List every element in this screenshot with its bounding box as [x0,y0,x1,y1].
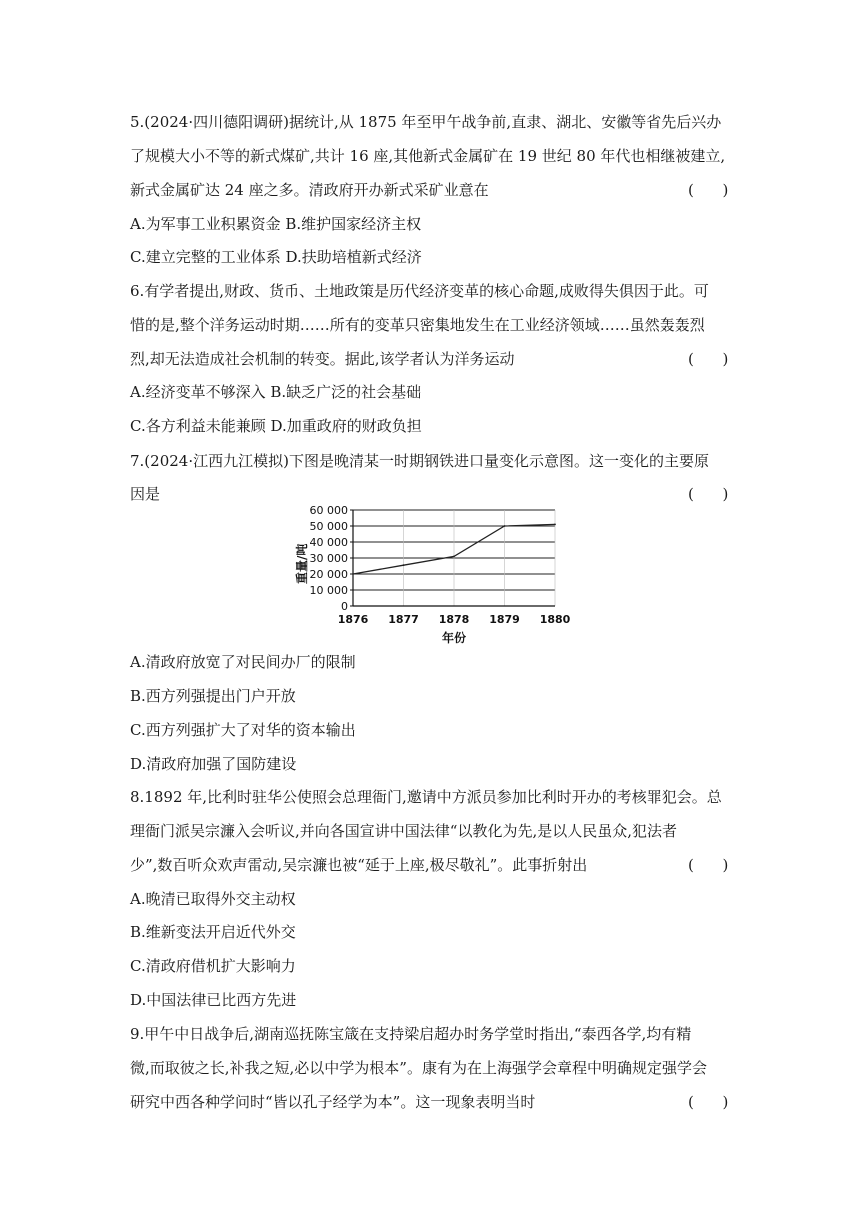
y-tick-label: 0 [341,600,348,613]
q8-option-b: B.维新变法开启近代外交 [130,923,296,941]
q8-option-a: A.晚清已取得外交主动权 [130,890,296,908]
q5-line-3: 新式金属矿达 24 座之多。清政府开办新式采矿业意在 [130,181,489,199]
y-tick-label: 20 000 [309,568,348,581]
q8-option-c: C.清政府借机扩大影响力 [130,957,296,975]
q6-answer-blank: ( ) [688,350,729,368]
q8-line-3: 少”,数百听众欢声雷动,吴宗濂也被“延于上座,极尽敬礼”。此事折射出 [130,856,588,874]
data-point [554,524,556,526]
steel-import-chart [295,502,571,650]
data-point [453,556,455,558]
q9-answer-blank: ( ) [688,1093,729,1111]
q9-line-2: 微,而取彼之长,补我之短,必以中学为根本”。康有为在上海强学会章程中明确规定强学会 [130,1059,707,1077]
q5-answer-blank: ( ) [688,181,729,199]
q5-options-ab: A.为军事工业积累资金 B.维护国家经济主权 [130,215,422,233]
q6-line-3: 烈,却无法造成社会机制的转变。据此,该学者认为洋务运动 [130,350,515,368]
q9-line-1: 9.甲午中日战争后,湖南巡抚陈宝箴在支持梁启超办时务学堂时指出,“泰西各学,均有精 [130,1025,692,1043]
x-tick-label: 1879 [489,613,520,626]
data-point [352,573,354,575]
q9-line-3: 研究中西各种学问时“皆以孔子经学为本”。这一现象表明当时 [130,1093,536,1111]
x-tick-label: 1878 [438,613,470,626]
q8-line-1: 8.1892 年,比利时驻华公使照会总理衙门,邀请中方派员参加比利时开办的考核罪犯会。总 [130,788,722,806]
data-point [504,525,506,527]
x-tick-label: 1877 [388,613,419,626]
data-point [403,564,405,566]
y-tick-label: 50 000 [309,520,348,533]
q5-line-1: 5.(2024·四川德阳调研)据统计,从 1875 年至甲午战争前,直隶、湖北、安徽等省先后兴办 [130,113,722,131]
y-axis-label: 重量/吨 [295,543,309,584]
x-tick-label: 1876 [337,613,369,626]
q7-line-2: 因是 [130,485,161,503]
q7-option-a: A.清政府放宽了对民间办厂的限制 [130,653,356,671]
q5-line-2: 了规模大小不等的新式煤矿,共计 16 座,其他新式金属矿在 19 世纪 80 年代也相继被建立, [130,147,726,165]
x-axis-label: 年份 [441,631,467,645]
q7-line-1: 7.(2024·江西九江模拟)下图是晚清某一时期钢铁进口量变化示意图。这一变化的主要原 [130,452,709,470]
q5-options-cd: C.建立完整的工业体系 D.扶助培植新式经济 [130,248,422,266]
q6-line-2: 惜的是,整个洋务运动时期……所有的变革只密集地发生在工业经济领域……虽然轰轰烈 [130,316,705,334]
q8-line-2: 理衙门派吴宗濂入会听议,并向各国宣讲中国法律“以教化为先,是以人民虽众,犯法者 [130,822,677,840]
q6-options-cd: C.各方利益未能兼顾 D.加重政府的财政负担 [130,417,422,435]
q6-options-ab: A.经济变革不够深入 B.缺乏广泛的社会基础 [130,383,422,401]
q7-answer-blank: ( ) [688,485,729,503]
q8-answer-blank: ( ) [688,856,729,874]
y-tick-label: 30 000 [309,552,348,565]
q6-line-1: 6.有学者提出,财政、货币、土地政策是历代经济变革的核心命题,成败得失俱因于此。可 [130,282,709,300]
x-tick-label: 1880 [539,613,571,626]
q7-option-b: B.西方列强提出门户开放 [130,687,296,705]
q8-option-d: D.中国法律已比西方先进 [130,991,297,1009]
y-tick-label: 60 000 [309,504,348,517]
q7-option-c: C.西方列强扩大了对华的资本输出 [130,721,356,739]
y-tick-label: 40 000 [309,536,348,549]
q7-option-d: D.清政府加强了国防建设 [130,755,297,773]
y-tick-label: 10 000 [309,584,348,597]
